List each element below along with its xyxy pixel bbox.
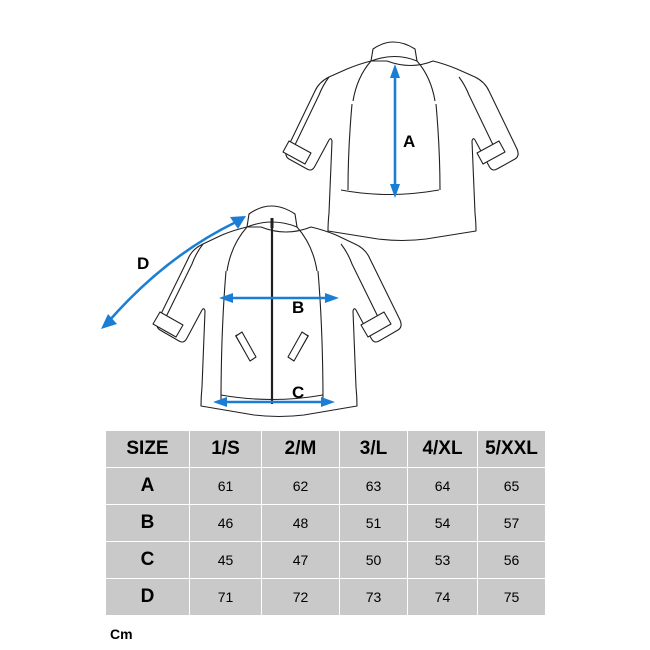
cell-a-l: 63 (340, 468, 408, 505)
table-header-m: 2/M (262, 431, 340, 468)
table-row (106, 542, 546, 579)
cell-a-xxl: 65 (478, 468, 546, 505)
cell-d-xl: 74 (408, 579, 478, 616)
row-label-a: A (106, 468, 190, 505)
table-row (106, 579, 546, 616)
cell-c-l: 50 (340, 542, 408, 579)
row-label-d: D (106, 579, 190, 616)
table-header-xxl: 5/XXL (478, 431, 546, 468)
size-table-container (105, 430, 545, 616)
cell-c-s: 45 (190, 542, 262, 579)
table-header-xl: 4/XL (408, 431, 478, 468)
cell-a-s: 61 (190, 468, 262, 505)
cell-b-m: 48 (262, 505, 340, 542)
label-d: D (137, 254, 150, 273)
table-row (106, 468, 546, 505)
table-header-row (106, 431, 546, 468)
front-view-jacket (153, 206, 401, 417)
label-c: C (292, 383, 305, 402)
cell-d-xxl: 75 (478, 579, 546, 616)
cell-b-xl: 54 (408, 505, 478, 542)
size-table (105, 430, 546, 616)
table-header-size: SIZE (106, 431, 190, 468)
cell-c-xl: 53 (408, 542, 478, 579)
back-view-jacket (283, 42, 518, 241)
cell-d-s: 71 (190, 579, 262, 616)
label-a: A (403, 132, 416, 151)
table-row (106, 505, 546, 542)
row-label-c: C (106, 542, 190, 579)
cell-d-l: 73 (340, 579, 408, 616)
cell-b-l: 51 (340, 505, 408, 542)
label-b: B (292, 298, 305, 317)
unit-label: Cm (110, 626, 133, 642)
row-label-b: B (106, 505, 190, 542)
cell-a-xl: 64 (408, 468, 478, 505)
cell-b-xxl: 57 (478, 505, 546, 542)
cell-c-xxl: 56 (478, 542, 546, 579)
table-header-l: 3/L (340, 431, 408, 468)
cell-c-m: 47 (262, 542, 340, 579)
cell-b-s: 46 (190, 505, 262, 542)
cell-d-m: 72 (262, 579, 340, 616)
table-header-s: 1/S (190, 431, 262, 468)
cell-a-m: 62 (262, 468, 340, 505)
